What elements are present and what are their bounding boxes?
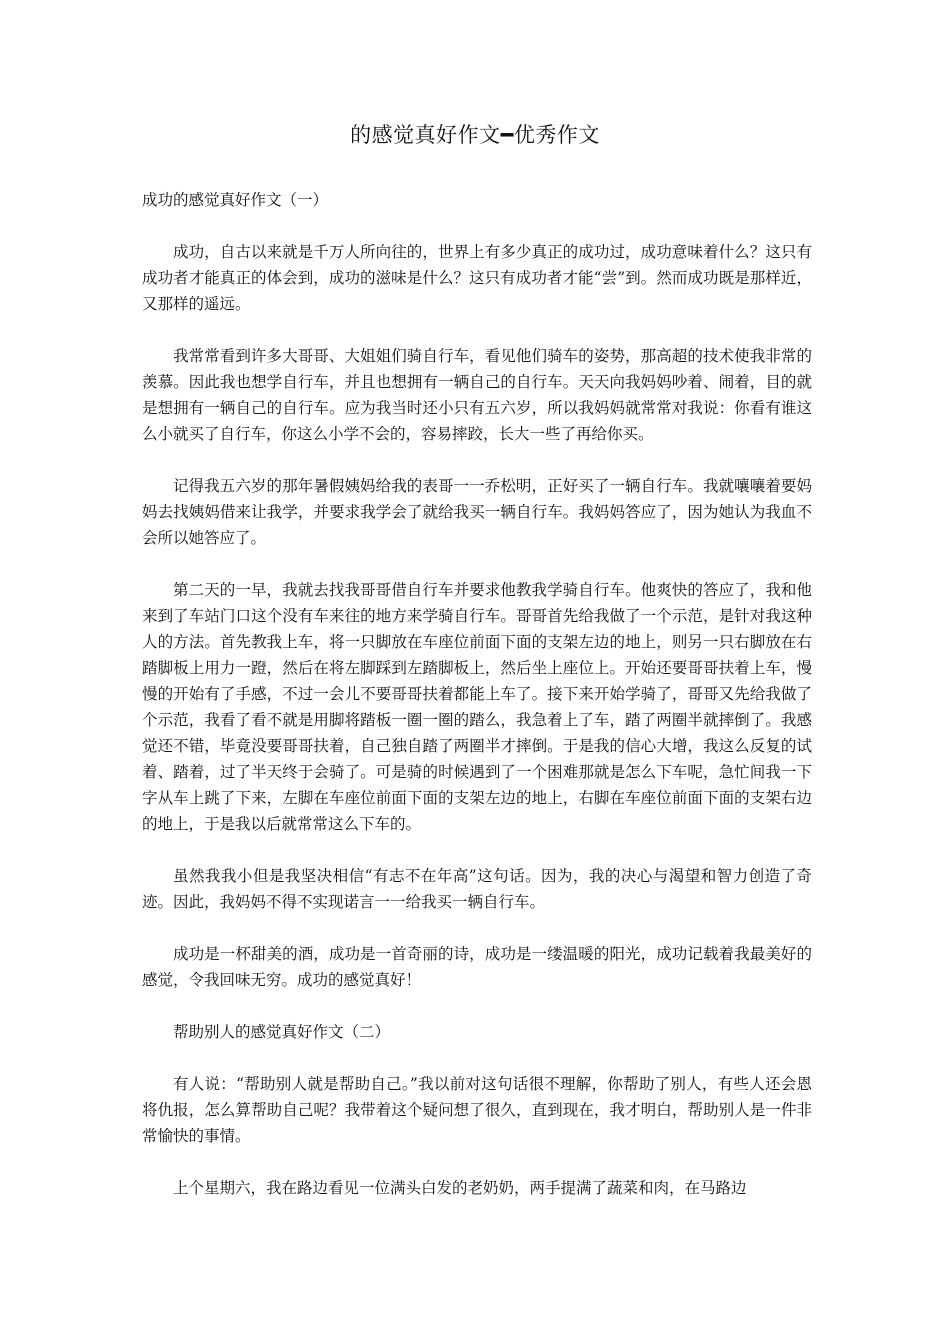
paragraph: 上个星期六，我在路边看见一位满头白发的老奶奶，两手提满了蔬菜和肉，在马路边	[173, 1179, 747, 1197]
document-body	[142, 187, 812, 1201]
section-heading: 帮助别人的感觉真好作文（二）	[173, 1023, 391, 1041]
paragraph: 成功是一杯甜美的酒，成功是一首奇丽的诗，成功是一缕温暖的阳光，成功记载着我最美好的感觉，令我回味无穷。成功的感觉真好！	[142, 945, 812, 989]
paragraph: 我常常看到许多大哥哥、大姐姐们骑自行车，看见他们骑车的姿势，那高超的技术使我非常的羡慕。因此我也想学自行车，并且也想拥有一辆自己的自行车。天天向我妈妈吵着、闹着，目的就是想拥有一辆自己的自行车。应为我当时还小只有五六岁，所以我妈妈就常常对我说：你看有谁这么小就买了自行车，你这么小学不会的，容易摔跤，长大一些了再给你买。	[142, 347, 812, 443]
paragraph: 有人说：“帮助别人就是帮助自己。”我以前对这句话很不理解，你帮助了别人，有些人还会恩将仇报，怎么算帮助自己呢？我带着这个疑问想了很久，直到现在，我才明白，帮助别人是一件非常愉快的事情。	[142, 1075, 812, 1145]
section-heading: 成功的感觉真好作文（一）	[142, 191, 329, 209]
paragraph: 虽然我我小但是我坚决相信“有志不在年高”这句话。因为，我的决心与渴望和智力创造了奇迹。因此，我妈妈不得不实现诺言一一给我买一辆自行车。	[142, 867, 812, 911]
document-title: 的感觉真好作文━优秀作文	[350, 123, 600, 147]
paragraph: 成功，自古以来就是千万人所向往的，世界上有多少真正的成功过，成功意味着什么？这只有成功者才能真正的体会到，成功的滋味是什么？这只有成功者才能“尝”到。然而成功既是那样近，又那样的遥远。	[142, 243, 812, 313]
paragraph: 第二天的一早，我就去找我哥哥借自行车并要求他教我学骑自行车。他爽快的答应了，我和他来到了车站门口这个没有车来往的地方来学骑自行车。哥哥首先给我做了一个示范，是针对我这种人的方法。首先教我上车，将一只脚放在车座位前面下面的支架左边的地上，则另一只右脚放在右踏脚板上用力一蹬，然后在将左脚踩到左踏脚板上，然后坐上座位上。开始还要哥哥扶着上车，慢慢的开始有了手感，不过一会儿不要哥哥扶着都能上车了。接下来开始学骑了，哥哥又先给我做了个示范，我看了看不就是用脚将踏板一圈一圈的踏么，我急着上了车，踏了两圈半就摔倒了。我感觉还不错，毕竟没要哥哥扶着，自己独自踏了两圈半才摔倒。于是我的信心大增，我这么反复的试着、踏着，过了半天终于会骑了。可是骑的时候遇到了一个困难那就是怎么下车呢，急忙间我一下字从车上跳了下来，左脚在车座位前面下面的支架左边的地上，右脚在车座位前面下面的支架右边的地上，于是我以后就常常这么下车的。	[142, 581, 812, 833]
paragraph: 记得我五六岁的那年暑假姨妈给我的表哥一一乔松明，正好买了一辆自行车。我就嚷嚷着要妈妈去找姨妈借来让我学，并要求我学会了就给我买一辆自行车。我妈妈答应了，因为她认为我血不会所以她答应了。	[142, 477, 812, 547]
